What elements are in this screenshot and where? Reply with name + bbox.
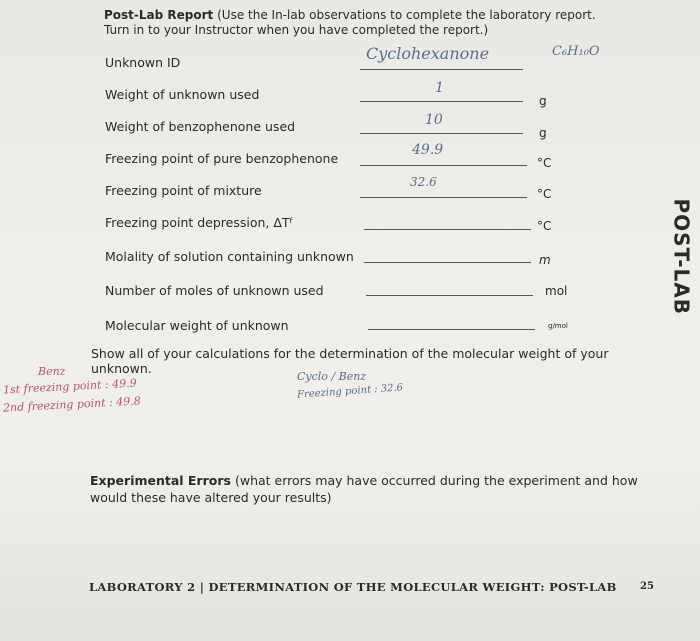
field-label-unknown-id: Unknown ID <box>105 55 181 70</box>
field-value-fp-pure: 49.9 <box>412 142 444 158</box>
field-line-fp-mixture <box>360 197 527 198</box>
field-label-moles: Number of moles of unknown used <box>105 283 324 298</box>
note-second-freezing-point: 2nd freezing point : 49.8 <box>2 394 142 415</box>
field-line-fp-depression <box>364 229 531 230</box>
field-unit-fp-mixture: °C <box>537 187 552 201</box>
field-line-molecular-weight <box>368 329 535 330</box>
report-header <box>104 8 624 38</box>
errors-title: Experimental Errors <box>90 473 231 488</box>
field-unit-weight-unknown: g <box>539 94 547 108</box>
post-lab-side-tab: POST-LAB <box>670 198 694 315</box>
field-unit-weight-benzophenone: g <box>539 126 547 140</box>
field-value-weight-benzophenone: 10 <box>425 112 443 128</box>
field-label-fp-depression: Freezing point depression, ΔTᶠ <box>105 215 294 230</box>
field-line-unknown-id <box>360 69 523 70</box>
field-unit-molecular-weight: g/mol <box>548 322 568 330</box>
field-unit-moles: mol <box>545 284 568 298</box>
note-benz-title: Benz <box>38 365 66 378</box>
field-unit-fp-pure: °C <box>537 156 552 170</box>
field-unit-fp-depression: °C <box>537 219 552 233</box>
field-label-weight-unknown: Weight of unknown used <box>105 87 260 102</box>
note-cyclo-title: Cyclo / Benz <box>297 370 367 383</box>
field-unit-molality: m <box>539 253 551 267</box>
field-label-molecular-weight: Molecular weight of unknown <box>105 318 289 333</box>
footer-title: LABORATORY 2 | DETERMINATION OF THE MOLECULAR WEIGHT: POST-LAB <box>89 580 617 594</box>
errors-text: (what errors may have occurred during the experiment and how would these have altered your results) <box>90 473 638 505</box>
report-instructions: (Use the In-lab observations to complete the laboratory report. Turn in to your Instructor when you have completed the report.) <box>104 8 596 37</box>
field-line-molality <box>364 262 531 263</box>
field-value-unknown-id: Cyclohexanone <box>366 44 490 63</box>
field-line-weight-benzophenone <box>360 133 523 134</box>
field-line-fp-pure <box>360 165 527 166</box>
calculation-prompt: Show all of your calculations for the determination of the molecular weight of your unknown. <box>91 346 609 376</box>
note-cyclo-freezing-point: Freezing point : 32.6 <box>296 382 404 401</box>
field-label-molality: Molality of solution containing unknown <box>105 249 354 264</box>
field-value-fp-mixture: 32.6 <box>410 175 437 189</box>
field-label-fp-mixture: Freezing point of mixture <box>105 183 262 198</box>
field-line-weight-unknown <box>360 101 523 102</box>
experimental-errors <box>90 472 660 506</box>
field-label-weight-benzophenone: Weight of benzophenone used <box>105 119 296 134</box>
field-label-fp-pure: Freezing point of pure benzophenone <box>105 151 339 166</box>
field-value-weight-unknown: 1 <box>435 80 444 96</box>
field-line-moles <box>366 295 533 296</box>
report-title: Post-Lab Report <box>104 8 214 22</box>
field-extra-formula: C₆H₁₀O <box>552 44 600 59</box>
note-first-freezing-point: 1st freezing point : 49.9 <box>2 376 137 397</box>
page-number: 25 <box>640 581 654 592</box>
